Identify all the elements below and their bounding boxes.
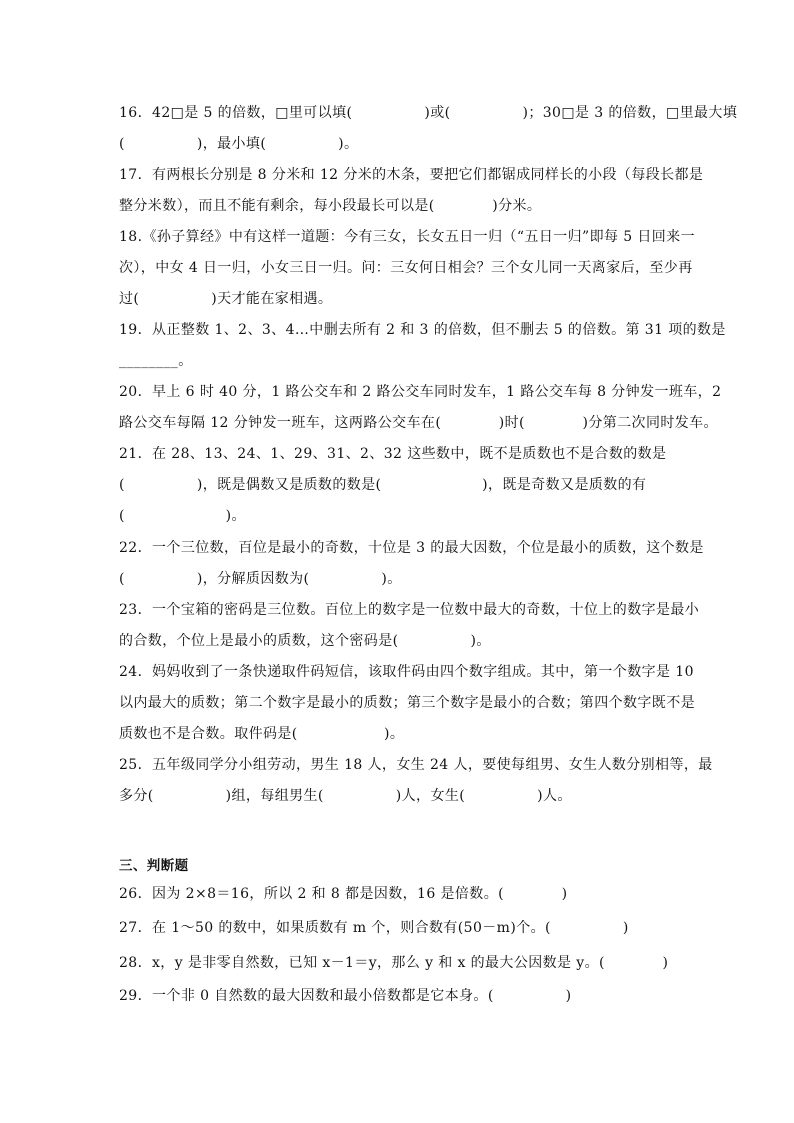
question-21-line-2: ( )，既是偶数又是质数的数是( )，既是奇数又是质数的有 <box>119 477 647 493</box>
question-20-line-2: 路公交车每隔 12 分钟发一班车，这两路公交车在( )时( )分第二次同时发车。 <box>119 415 718 431</box>
question-18-line-1: 18.《孙子算经》中有这样一道题：今有三女，长女五日一归（“五日一归”即每 5 日回来一 <box>119 229 695 245</box>
question-29: 29．一个非 0 自然数的最大因数和最小倍数都是它本身。( ) <box>119 988 572 1004</box>
question-20-line-1: 20．早上 6 时 40 分，1 路公交车和 2 路公交车同时发车，1 路公交车每 8 分钟发一班车，2 <box>119 384 722 400</box>
question-21-line-3: ( )。 <box>119 508 246 524</box>
question-28: 28．x，y 是非零自然数，已知 x－1＝y，那么 y 和 x 的最大公因数是 y。( ) <box>119 955 669 971</box>
question-23-line-1: 23．一个宝箱的密码是三位数。百位上的数字是一位数中最大的奇数，十位上的数字是最小 <box>119 602 700 618</box>
question-24-line-2: 以内最大的质数；第二个数字是最小的质数；第三个数字是最小的合数；第四个数字既不是 <box>119 695 695 711</box>
question-16-line-2: ( )，最小填( )。 <box>119 136 359 152</box>
question-22-line-1: 22．一个三位数，百位是最小的奇数，十位是 3 的最大因数，个位是最小的质数，这个数是 <box>119 540 704 556</box>
question-25-line-2: 多分( )组，每组男生( )人，女生( )人。 <box>119 788 572 804</box>
question-21-line-1: 21．在 28、13、24、1、29、31、2、32 这些数中，既不是质数也不是合数的数是 <box>119 446 667 462</box>
question-23-line-2: 的合数，个位上是最小的质数，这个密码是( )。 <box>119 633 491 649</box>
question-18-line-2: 次），中女 4 日一归，小女三日一归。问：三女何日相会？三个女儿同一天离家后，至少再 <box>119 260 693 276</box>
question-25-line-1: 25．五年级同学分小组劳动，男生 18 人，女生 24 人，要使每组男、女生人数分别相等，最 <box>119 757 713 773</box>
question-17-line-2: 整分米数），而且不能有剩余，每小段最长可以是( )分米。 <box>119 198 542 214</box>
question-26: 26．因为 2×8＝16，所以 2 和 8 都是因数，16 是倍数。( ) <box>119 886 568 902</box>
question-19-line-1: 19．从正整数 1、2、3、4…中删去所有 2 和 3 的倍数，但不删去 5 的倍数。第 31 项的数是 <box>119 322 726 338</box>
question-27: 27．在 1～50 的数中，如果质数有 m 个，则合数有(50－m)个。( ) <box>119 920 629 936</box>
question-16-line-1: 16．42□是 5 的倍数，□里可以填( )或( )；30□是 3 的倍数，□里最大填 <box>119 105 738 121</box>
question-19-line-2: ________。 <box>119 353 193 369</box>
question-18-line-3: 过( )天才能在家相遇。 <box>119 291 333 307</box>
section-heading-judgement: 三、判断题 <box>119 858 189 874</box>
question-24-line-3: 质数也不是合数。取件码是( )。 <box>119 726 405 742</box>
question-24-line-1: 24．妈妈收到了一条快递取件码短信，该取件码由四个数字组成。其中，第一个数字是 10 <box>119 664 694 680</box>
question-17-line-1: 17．有两根长分别是 8 分米和 12 分米的木条，要把它们都锯成同样长的小段（每段长都是 <box>119 167 704 183</box>
question-22-line-2: ( )，分解质因数为( )。 <box>119 571 402 587</box>
